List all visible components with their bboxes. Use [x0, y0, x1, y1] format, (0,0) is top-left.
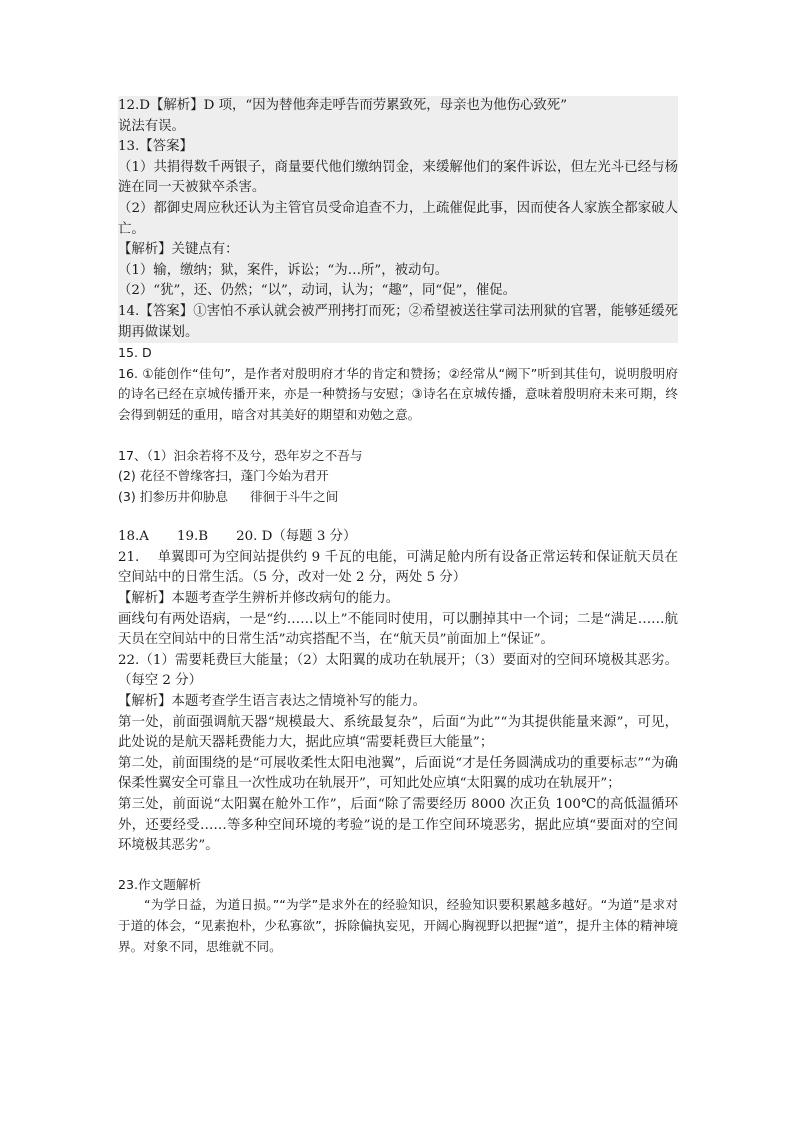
q21-block — [118, 548, 678, 651]
q17-line1: 17、（1）汩余若将不及兮，恐年岁之不吾与 — [118, 447, 363, 463]
q15-answer: 15. D — [118, 345, 152, 361]
q22-point-1: 第一处，前面强调航天器“规模最大、系统最复杂”，后面“为此”“为其提供能量来源”，可见，此处说的是航天器耗费能力大，据此应填“需要耗费巨大能量”； — [118, 714, 678, 751]
q13-answer-1: （1）共捐得数千两银子，商量要代他们缴纳罚金，来缓解他们的案件诉讼，但左光斗已经与杨涟在同一天被狱卒杀害。 — [118, 159, 678, 196]
q21-detail: 画线句有两处语病，一是“约……以上”不能同时使用，可以删掉其中一个词；二是“满足……航天员在空间站中的日常生活”动宾搭配不当，在“航天员”前面加上“保证”。 — [118, 611, 678, 648]
q12-line1: 12.D【解析】D 项，“因为替他奔走呼告而劳累致死，母亲也为他伤心致死” — [118, 98, 568, 113]
q22-analysis: 【解析】本题考查学生语言表达之情境补写的能力。 — [118, 694, 426, 710]
q22-point-2: 第二处，前面围绕的是“可展收柔性太阳电池翼”，后面说“才是任务圆满成功的重要标志”“为确保柔性翼安全可靠且一次性成功在轨展开”，可知此处应填“太阳翼的成功在轨展开”； — [118, 755, 678, 792]
q21-score: （5 分，改对一处 2 分，两处 5 分） — [251, 570, 467, 586]
q13-block — [118, 137, 678, 302]
q23-block — [118, 875, 678, 957]
q14-block — [118, 302, 678, 343]
q22-block — [118, 651, 678, 857]
q17-line3b: 徘徊于斗牛之间 — [250, 488, 339, 504]
q20-answer: 20. D（每题 3 分） — [236, 529, 357, 545]
q22-point-3: 第三处，前面说“太阳翼在舱外工作”，后面“除了需要经历 8000 次正负 100℃的高低温循环外，还要经受……等多种空间环境的考验”说的是工作空间环境恶劣，据此应填“要面对的空间环境极其恶劣”。 — [118, 797, 678, 854]
q13-analysis: 【解析】关键点有： — [118, 242, 239, 258]
q12-block — [118, 96, 678, 137]
q13-key-1: （1）输，缴纳；狱，案件，诉讼；“为…所”，被动句。 — [118, 262, 449, 278]
q23-body: “为学日益，为道日损。”“为学”是求外在的经验知识，经验知识要积累越多越好。“为道”是求对于道的体会，“见素抱朴，少私寡欲”，拆除偏执妄见，开阔心胸视野以把握“道”，提升主体的精神境界。对象不同，思维就不同。 — [118, 897, 678, 954]
q21-analysis: 【解析】本题考查学生辨析并修改病句的能力。 — [118, 591, 400, 607]
q17-line2: (2) 花径不曾缘客扫，蓬门今始为君开 — [118, 468, 329, 484]
q19-answer: 19.B — [176, 529, 209, 545]
q12-line2: 说法有误。 — [118, 118, 185, 134]
q18-answer: 18.A — [118, 529, 149, 545]
q23-header: 23.作文题解析 — [118, 876, 201, 892]
q13-answer-2: （2）都御史周应秋还认为主管官员受命追查不力，上疏催促此事，因而使各人家族全都家破人亡。 — [118, 200, 678, 237]
q14-answer: 14.【答案】①害怕不承认就会被严刑拷打而死；②希望被送往掌司法刑狱的官署，能够延缓死期再做谋划。 — [118, 303, 678, 340]
q16-answer: 16. ①能创作“佳句”，是作者对殷明府才华的肯定和赞扬；②经常从“阙下”听到其佳句，说明殷明府的诗名已经在京城传播开来，亦是一种赞扬与安慰；③诗名在京城传播，意味着殷明府未来可期，终会得到朝廷的重用，暗含对其美好的期望和劝勉之意。 — [118, 365, 678, 422]
q17-line3 — [118, 487, 678, 508]
q17-line3a: (3) 扪参历井仰胁息 — [118, 488, 228, 504]
q13-key-2: （2）“犹”，还、仍然；“以”，动词，认为；“趣”，同“促”，催促。 — [118, 283, 517, 299]
q21-answer — [118, 548, 678, 589]
q13-header: 13.【答案】 — [118, 139, 193, 155]
q18-20-answers — [118, 527, 678, 548]
q21-answer-text: 21. 单翼即可为空间站提供约 9 千瓦的电能，可满足舱内所有设备正常运转和保证航天员在空间站中的日常生活。 — [118, 549, 678, 586]
answer-key-page — [118, 96, 678, 957]
q22-answer: 22.（1）需要耗费巨大能量；（2）太阳翼的成功在轨展开；（3）要面对的空间环境极其恶劣。（每空 2 分） — [118, 652, 678, 689]
